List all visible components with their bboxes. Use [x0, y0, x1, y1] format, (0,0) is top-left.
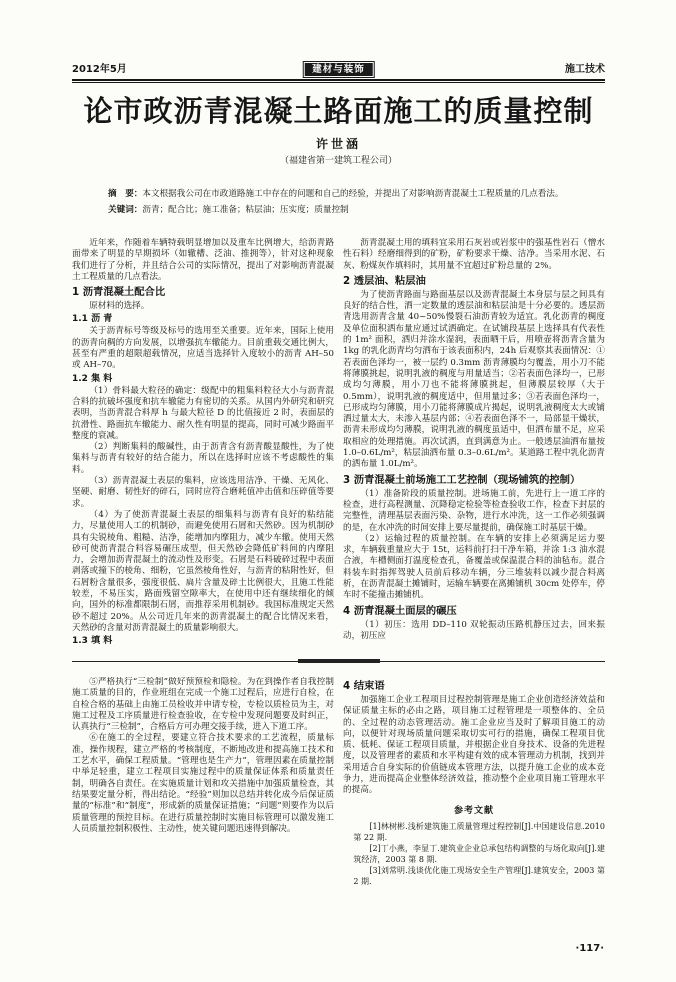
subsection-heading: 1.1 沥 青 — [72, 314, 113, 325]
section-heading: 4 结束语 — [343, 680, 385, 692]
keywords-label: 关键词： — [108, 205, 143, 215]
conclusion-section — [343, 680, 605, 797]
top-right-column — [343, 238, 605, 648]
section-heading: 2 透层油、粘层油 — [343, 274, 426, 287]
paragraph: （2）运输过程的质量控制。在车辆的安排上必须满足运力要求，车辆载重量应大于 15t，运料前打扫干净车箱，并涂 1:3 油水混合液，车槽侧面打温度检查孔，备覆盖或保温混合料的油毡布。混合料装车时指挥驾驶人员前后移动车辆，分三堆装料以减少混合料离析，在沥青混凝土摊铺时，运输车辆要在离摊铺机 30cm 处停车，停车时不能撞击摊铺机。 — [343, 533, 605, 601]
top-left-column — [72, 238, 334, 648]
abstract-text: 本文根据我公司在市政道路施工中存在的问题和自己的经验，并提出了对影响沥青混凝土工程质量的几点看法。 — [142, 189, 564, 199]
keywords — [108, 204, 605, 216]
paragraph: （4）为了使沥青混凝土表层的细集料与沥青有良好的粘结能力，尽量使用人工的机制砂，而避免使用石屑和天然砂。因为机制砂具有尖锐棱角、粗糙、洁净，能增加内摩阻力，减少车辙。使用天然砂可使沥青混合料容易碾压成型，但天然砂会降低矿料间的内摩阻力，会增加沥青混凝土的流动性及形变。石屑是石料破碎过程中表面剥落或撞下的棱角、细粉，它虽然棱角性好，与沥青的粘附性好，但石屑粉含量很多，强度很低、扁片含量及碎土比例很大，且施工性能较差，不易压实，路面残留空隙率大，在使用中还有继续细化的倾向，国外的标准都限制石屑，而推荐采用机制砂。我国标准规定天然砂不超过 20%。从公司近几年来的沥青混凝土的配合比情况来看，天然砂的含量对沥青混凝土的质量影响很大。 — [72, 509, 334, 633]
reference-item: [3]刘常明.浅谈优化施工现场安全生产管理[J].建筑安全，2003 第 2 期. — [353, 865, 605, 886]
keywords-text: 沥青；配合比；施工准备；粘层油；压实度；质量控制 — [142, 205, 349, 215]
section-heading: 1 沥青混凝土配合比 — [72, 286, 166, 299]
paragraph: （3）沥青混凝土表层的集料，应该选用洁净、干燥、无风化、坚硬、耐磨、韧性好的碎石，同时应符合磨耗值冲击值和压碎值等要求。 — [72, 476, 334, 509]
section-separator-bar — [298, 659, 380, 663]
header-rule-thin — [72, 82, 605, 83]
references — [343, 805, 605, 887]
paragraph: 加强施工企业工程项目过程控制管理是施工企业创造经济效益和保证质量主标的必由之路，项目施工过程管理是一项整体的、全员的、全过程的动态管理活动。施工企业应当及时了解项目施工的动向，以便针对现场质量问题采取切实可行的措施，确保工程项目优质、低耗、保证工程项目质量，并根据企业自身技术、设备的先进程度，以及管理者的素质和水平构建有效的成本管理动力机制，找到并采用适合自身实际的价值链成本管理方法，以提升施工企业的成本竞争力，进而提高企业整体经济效益，推动整个企业项目施工管理水平的提高。 — [343, 695, 605, 796]
paragraph: 沥青混凝土用的填料宜采用石灰岩或岩浆中的强基性岩石（憎水性石料）经磨细得到的矿粉，矿粉要求干燥、洁净。当采用水泥、石灰、粉煤灰作填料时，其用量不宜超过矿粉总量的 2%。 — [343, 238, 605, 271]
header-date: 2012年5月 — [72, 64, 127, 75]
header-rule — [72, 79, 605, 81]
header-section: 施工技术 — [565, 64, 605, 75]
paragraph: （1）骨料最大粒径的确定：级配中的粗集料粒径大小与沥青混合料的抗破坏强度和抗车辙能力有密切的关系。从国内外研究和研究表明，当沥青混合料厚 h 与最大粒径 D 的比值接近 2 时，表面层的抗滑性、路面抗车辙能力、耐久性有明显的提高，同时可减少路面平整度的衰减。 — [72, 385, 334, 441]
section-heading: 3 沥青混凝土前场施工工艺控制（现场铺筑的控制） — [343, 473, 581, 486]
subsection-heading: 1.2 集 料 — [72, 373, 113, 384]
page-header — [72, 62, 605, 78]
subsection-heading: 1.3 填 料 — [72, 636, 113, 647]
paragraph: （2）判断集料的酸碱性，由于沥青含有沥青酸显酸性，为了使集料与沥青有较好的结合能力，所以在选择时应该不考虑酸性的集料。 — [72, 442, 334, 475]
abstract-label: 摘 要： — [108, 189, 143, 199]
journal-name: 建材与装饰 — [304, 63, 373, 76]
section-heading: 4 沥青混凝土面层的碾压 — [343, 604, 457, 617]
author-name: 许世涵 — [315, 137, 361, 151]
paragraph: ⑤严格执行“三检制”做好预预检和隐检。为在到操作者自我控制施工质量的目的，作业班组在完成一个施工过程后，应进行自检，在自检合格的基础上由施工员检收并申请专检，专检以质检员为主，对施工过程及工序质量进行检查验收，在专检中发现问题要及时纠正，认真执行“三检制”，合格后方可办理交接手续，进入下道工序。 — [72, 677, 334, 733]
article-title: 论市政沥青混凝土路面施工的质量控制 — [83, 94, 594, 128]
paragraph: 关于沥青标号等级及标号的选用至关重要。近年来，国际上使用的沥青向稠的方向发展，以增强抗车辙能力。目前重载交通比例大，甚至有严重的超限超载情况，应适当选择针入度较小的沥青 AH–50 或 AH–70。 — [72, 326, 334, 371]
paragraph: ⑥在施工的全过程，要建立符合技术要求的工艺流程，质量标准，操作规程，建立严格的考核制度，不断地改进和提高施工技术和工艺水平，确保工程质量。“管理也是生产力”，管理因素在质量控制中举足轻重，建立工程项目实施过程中的质量保证体系和质量责任制，明确各自责任。在实施质量计划和攻关措施中加强质量检查，其结果要定量分析，得出结论。“经验”则加以总结并转化成今后保证质量的“标准”和“制度”，形成新的质量保证措施；“问题”则要作为以后质量管理的预控目标。在进行质量控制时实施目标管理可以激发施工人员质量控制积极性、主动性，使关键问题迅速得到解决。 — [72, 733, 334, 834]
abstract — [108, 188, 605, 200]
references-heading: 参考文献 — [453, 805, 494, 816]
bottom-right-column — [343, 677, 605, 935]
references-list — [343, 821, 605, 887]
paragraph: （1）初压：选用 DD–110 双轮振动压路机静压过去，回来振动，初压应 — [343, 619, 605, 641]
bottom-left-column — [72, 677, 334, 935]
author-affiliation: （福建省第一建筑工程公司） — [279, 156, 397, 166]
reference-item: [2]丁小燕，李显丁.建筑业企业总承包结构调整的与场化取向[J].建筑经济，2003 第 8 期. — [353, 843, 605, 864]
paragraph: 近年来，作随着车辆特载明显增加以及重车比例增大，给沥青路面带来了明显的早期损坏（如辙槽、泛油、推拥等），针对这种现象我们进行了分析，并且结合公司的实际情况，提出了对影响沥青混凝土工程质量的几点看法。 — [72, 238, 334, 282]
page-number: ·117· — [575, 943, 604, 954]
paragraph: 原材料的选择。 — [89, 301, 150, 312]
paragraph: （1）准备阶段的质量控制。进场施工前，先进行上一道工序的检查，进行高程测量、沉降稳定检验等检查验收工作，检查下封层的完整性，清理基层表面污染、杂物，进行水冲洗，这一工作必须强调的是，在水冲洗的时间安排上要尽量提前，确保施工时基层干燥。 — [343, 488, 605, 533]
reference-item: [1]林树彬.浅析建筑施工质量管理过程控制[J].中国建设信息.2010 第 22 期. — [353, 821, 605, 842]
paragraph: 为了使沥青路面与路面基层以及沥青混凝土本身层与层之间具有良好的结合性，洒一定数量的透层油和粘层油是十分必要的。透层沥青选用沥青含量 40~50%慢裂石油沥青较为适宜。乳化沥青的稠度及单位面积洒布量应通过试洒确定。在试铺段基层上选择具有代表性的 1m² 面积，洒归并涂水湿润，表面晒干后，用喷壶将沥青含量为 1kg 的乳化沥青均匀洒布于该表面积内，24h 后观察其表面情况：①若表面色泽均一，被一层约 0.3mm 沥青薄膜均匀覆盖，用小刀不能将薄膜挑起，说明乳液的稠度与用量适当；②若表面色泽均一，已形成均匀薄膜，用小刀也不能将薄膜挑起，但薄膜层较厚（大于 0.5mm），说明乳液的稠度适中，但用量过多；③若表面色泽均一，已形成均匀薄膜，用小刀能将薄膜成片揭起，说明乳液稠度太大或铺洒过量太大，未渗入基层内部；④若表面色泽不一，局部显干燥状，沥青未形成均匀薄膜，说明乳液的稠度虽适中，但洒布量不足，应采取相应的处理措施。再次试洒，直到满意为止。一般透层油洒布量按 1.0–0.6L/m²，粘层油洒布量 0.3–0.6L/m²。某道路工程中乳化沥青的洒布量 1.0L/m²。 — [343, 289, 605, 470]
